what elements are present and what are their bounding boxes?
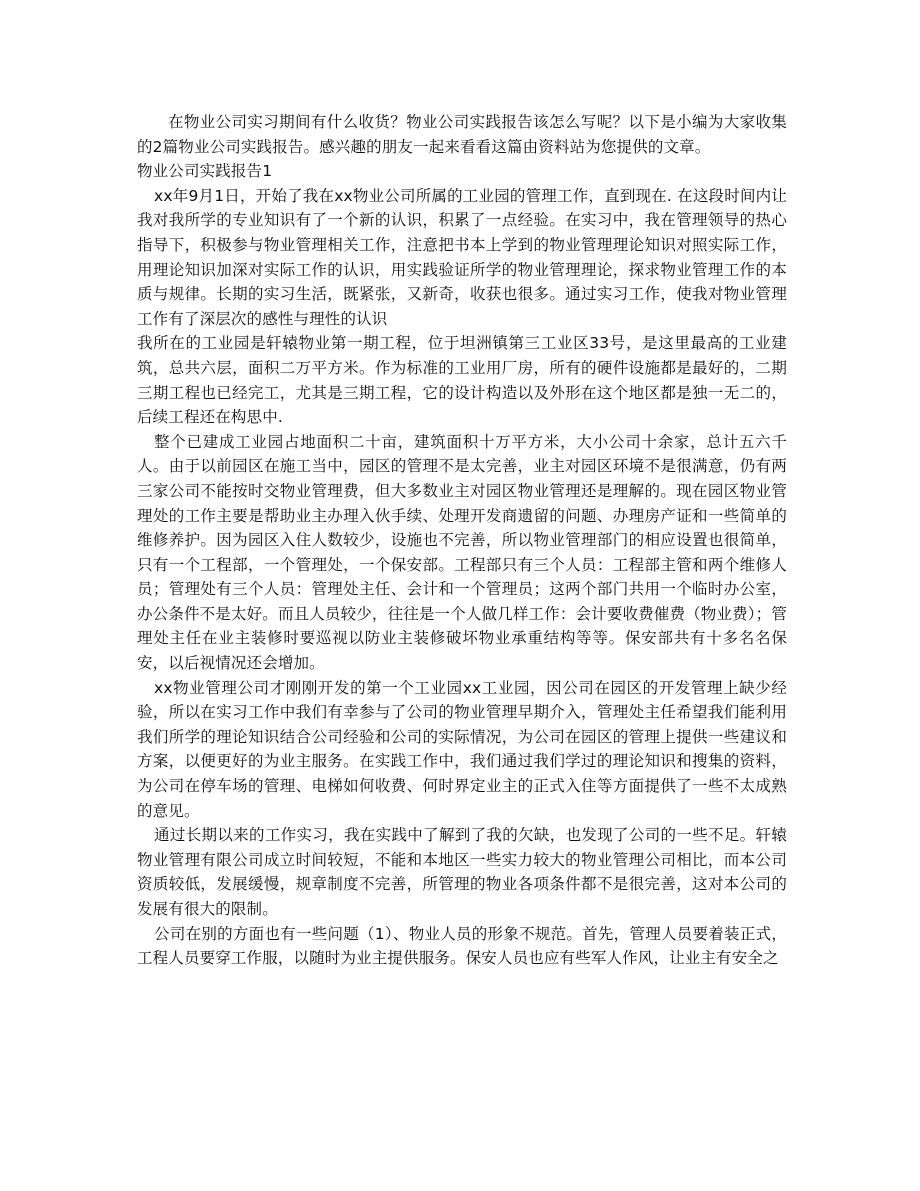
body-paragraph: 通过长期以来的工作实习，我在实践中了解到了我的欠缺，也发现了公司的一些不足。轩辕物业管理有限公司成立时间较短，不能和本地区一些实力较大的物业管理公司相比，而本公司资质较低，发展缓慢，规章制度不完善，所管理的物业各项条件都不是很完善，这对本公司的发展有很大的限制。	[137, 826, 787, 918]
document-page	[137, 110, 787, 971]
body-paragraph: 公司在别的方面也有一些问题（1）、物业人员的形象不规范。首先，管理人员要着装正式，工程人员要穿工作服，以随时为业主提供服务。保安人员也应有些军人作风，让业主有安全之	[137, 924, 787, 968]
body-paragraph: xx物业管理公司才刚刚开发的第一个工业园xx工业园，因公司在园区的开发管理上缺少经验，所以在实习工作中我们有幸参与了公司的物业管理早期介入，管理处主任希望我们能利用我们所学的理论知识结合公司经验和公司的实际情况，为公司在园区的管理上提供一些建议和方案，以便更好的为业主服务。在实践工作中，我们通过我们学过的理论知识和搜集的资料，为公司在停车场的管理、电梯如何收费、何时界定业主的正式入住等方面提供了一些不太成熟的意见。	[137, 678, 787, 820]
body-paragraph: xx年9月1日，开始了我在xx物业公司所属的工业园的管理工作，直到现在. 在这段时间内让我对我所学的专业知识有了一个新的认识，积累了一点经验。在实习中，我在管理领导的热心指导下，积极参与物业管理相关工作，注意把书本上学到的物业管理理论知识对照实际工作，用理论知识加深对实际工作的认识，用实践验证所学的物业管理理论，探求物业管理工作的本质与规律。长期的实习生活，既紧张，又新奇，收获也很多。通过实习工作，使我对物业管理工作有了深层次的感性与理性的认识	[137, 186, 787, 328]
intro-paragraph: 在物业公司实习期间有什么收货？物业公司实践报告该怎么写呢？以下是小编为大家收集的2篇物业公司实践报告。感兴趣的朋友一起来看看这篇由资料站为您提供的文章。	[137, 113, 787, 156]
body-paragraph: 整个已建成工业园占地面积二十亩，建筑面积十万平方米，大小公司十余家，总计五六千人。由于以前园区在施工当中，园区的管理不是太完善，业主对园区环境不是很满意，仍有两三家公司不能按时交物业管理费，但大多数业主对园区物业管理还是理解的。现在园区物业管理处的工作主要是帮助业主办理入伙手续、处理开发商遗留的问题、办理房产证和一些简单的维修养护。因为园区入住人数较少，设施也不完善，所以物业管理部门的相应设置也很简单，只有一个工程部，一个管理处，一个保安部。工程部只有三个人员：工程部主管和两个维修人员；管理处有三个人员：管理处主任、会计和一个管理员；这两个部门共用一个临时办公室，办公条件不是太好。而且人员较少，往往是一个人做几样工作：会计要收费催费（物业费）；管理处主任在业主装修时要巡视以防业主装修破坏物业承重结构等等。保安部共有十多名名保安，以后视情况还会增加。	[137, 432, 787, 673]
report-heading: 物业公司实践报告1	[137, 162, 273, 181]
body-paragraph: 我所在的工业园是轩辕物业第一期工程，位于坦洲镇第三工业区33号，是这里最高的工业建筑，总共六层，面积二万平方米。作为标准的工业用厂房，所有的硬件设施都是最好的，二期三期工程也已经完工，尤其是三期工程，它的设计构造以及外形在这个地区都是独一无二的，后续工程还在构思中.	[137, 334, 787, 427]
